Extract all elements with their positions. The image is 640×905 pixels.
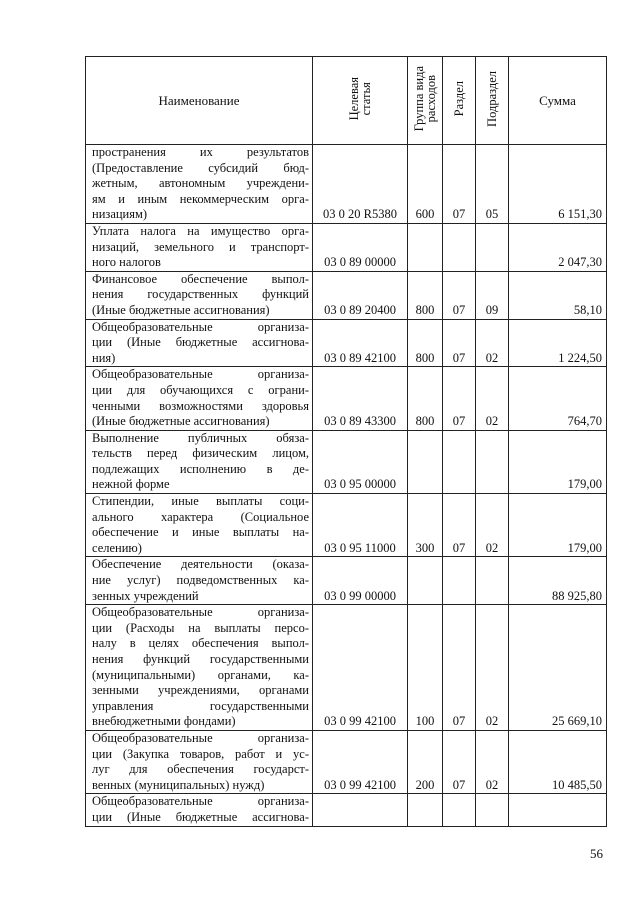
table-row: [86, 367, 607, 430]
row-name-line: венных (муниципальных) нужд): [92, 777, 265, 792]
row-subsection: [476, 557, 509, 605]
row-name-line: Общеобразовательные организа-: [92, 319, 309, 334]
row-name-line: низаций, земельного и транспорт-: [92, 239, 309, 254]
row-name-line: Общеобразовательные организа-: [92, 367, 309, 382]
row-subsection: 02: [476, 730, 509, 793]
row-name-line: налу в целях обеспечения выпол-: [92, 636, 309, 651]
row-name-line: (Иные бюджетные ассигнования): [92, 302, 270, 317]
row-name-line: пространения их результатов: [92, 145, 309, 159]
row-expense-group: [408, 223, 443, 271]
row-name-line: Общеобразовательные организа-: [92, 730, 309, 745]
row-sum: 25 669,10: [509, 605, 607, 731]
row-expense-group: [408, 557, 443, 605]
row-section: 07: [443, 367, 476, 430]
row-sum: 58,10: [509, 271, 607, 319]
budget-table: [85, 56, 607, 827]
row-subsection: 02: [476, 367, 509, 430]
row-expense-group: 800: [408, 271, 443, 319]
row-expense-group: 800: [408, 319, 443, 367]
header-section: Раздел: [443, 57, 476, 145]
table-row: [86, 605, 607, 731]
row-name-line: (муниципальными) органами, ка-: [92, 667, 309, 682]
row-name-line: нения государственных функций: [92, 287, 309, 302]
row-name-line: нения функций государственными: [92, 652, 309, 666]
table-row: [86, 430, 607, 493]
row-subsection: 02: [476, 494, 509, 557]
row-sum: 1 224,50: [509, 319, 607, 367]
row-name-line: Выполнение публичных обяза-: [92, 430, 309, 445]
table-header-row: [86, 57, 607, 145]
row-sum: 88 925,80: [509, 557, 607, 605]
header-expense-group: Группа вида расходов: [408, 57, 443, 145]
row-section: 07: [443, 605, 476, 731]
row-name-line: Общеобразовательные организа-: [92, 605, 309, 620]
header-sum: Сумма: [509, 57, 607, 145]
table-body: [86, 145, 607, 827]
row-target-article: 03 0 89 42100: [313, 319, 408, 367]
row-name-line: Обеспечение деятельности (оказа-: [92, 557, 309, 572]
row-name-line: Уплата налога на имущество орга-: [92, 223, 309, 238]
row-name-line: Стипендии, иные выплаты соци-: [92, 494, 309, 509]
row-name: [86, 794, 313, 826]
row-name-line: управления государственными: [92, 698, 309, 713]
header-name: Наименование: [86, 57, 313, 145]
row-name-line: нежной форме: [92, 477, 170, 492]
row-section: [443, 223, 476, 271]
row-target-article: 03 0 95 11000: [313, 494, 408, 557]
row-sum: 2 047,30: [509, 223, 607, 271]
row-target-article: 03 0 99 42100: [313, 730, 408, 793]
row-name-line: (Иные бюджетные ассигнования): [92, 414, 270, 429]
row-target-article: 03 0 89 00000: [313, 223, 408, 271]
row-subsection: [476, 794, 509, 826]
row-name-line: ции для обучающихся с ограни-: [92, 382, 309, 397]
row-subsection: 09: [476, 271, 509, 319]
table-row: [86, 223, 607, 271]
row-target-article: 03 0 89 43300: [313, 367, 408, 430]
table-row: [86, 494, 607, 557]
row-name: [86, 605, 313, 731]
table-row: [86, 271, 607, 319]
row-section: 07: [443, 319, 476, 367]
row-subsection: 02: [476, 605, 509, 731]
row-subsection: 05: [476, 145, 509, 224]
row-subsection: 02: [476, 319, 509, 367]
header-target-article: Целевая статья: [313, 57, 408, 145]
row-name-line: обеспечение и иные выплаты на-: [92, 525, 309, 540]
row-name-line: ции (Закупка товаров, работ и ус-: [92, 746, 309, 761]
row-target-article: 03 0 99 00000: [313, 557, 408, 605]
page-number: 56: [590, 846, 603, 861]
row-expense-group: 200: [408, 730, 443, 793]
row-name-line: подлежащих исполнению в де-: [92, 461, 309, 476]
header-subsection: Подраздел: [476, 57, 509, 145]
row-name-line: Финансовое обеспечение выпол-: [92, 271, 309, 286]
row-expense-group: 800: [408, 367, 443, 430]
table-row: [86, 319, 607, 367]
row-target-article: 03 0 99 42100: [313, 605, 408, 731]
row-name: [86, 730, 313, 793]
row-expense-group: 300: [408, 494, 443, 557]
table-row: [86, 145, 607, 224]
row-expense-group: 600: [408, 145, 443, 224]
row-name: [86, 223, 313, 271]
row-name-line: ального характера (Социальное: [92, 509, 309, 524]
row-name-line: зенных учреждений: [92, 588, 199, 603]
row-name-line: ченными возможностями здоровья: [92, 398, 309, 413]
row-name-line: (Предоставление субсидий бюд-: [92, 160, 309, 175]
row-sum: 10 485,50: [509, 730, 607, 793]
row-name: [86, 319, 313, 367]
row-target-article: [313, 794, 408, 826]
row-section: 07: [443, 494, 476, 557]
row-name: [86, 271, 313, 319]
row-name-line: ного налогов: [92, 255, 161, 270]
row-name-line: тельств перед физическим лицом,: [92, 446, 309, 461]
row-section: 07: [443, 730, 476, 793]
row-name-line: ям и иным некоммерческим орга-: [92, 191, 309, 206]
row-sum: 6 151,30: [509, 145, 607, 224]
row-section: 07: [443, 271, 476, 319]
row-name-line: внебюджетными фондами): [92, 714, 236, 729]
row-name-line: ции (Расходы на выплаты персо-: [92, 620, 309, 635]
row-sum: 764,70: [509, 367, 607, 430]
row-expense-group: 100: [408, 605, 443, 731]
row-name: [86, 145, 313, 224]
row-name-line: ции (Иные бюджетные ассигнова-: [92, 809, 309, 824]
row-name: [86, 494, 313, 557]
row-name-line: жетным, автономным учреждени-: [92, 176, 309, 191]
row-name-line: ние услуг) подведомственных ка-: [92, 573, 309, 588]
table-row: [86, 730, 607, 793]
row-target-article: 03 0 95 00000: [313, 430, 408, 493]
row-target-article: 03 0 89 20400: [313, 271, 408, 319]
table-row: [86, 557, 607, 605]
row-sum: 179,00: [509, 494, 607, 557]
row-expense-group: [408, 430, 443, 493]
row-name-line: зенными учреждениями, органами: [92, 683, 309, 698]
row-section: [443, 794, 476, 826]
row-expense-group: [408, 794, 443, 826]
row-target-article: 03 0 20 R5380: [313, 145, 408, 224]
row-section: 07: [443, 145, 476, 224]
row-name-line: Общеобразовательные организа-: [92, 794, 309, 809]
row-name: [86, 367, 313, 430]
row-name: [86, 430, 313, 493]
row-name-line: низациям): [92, 207, 148, 222]
row-sum: 179,00: [509, 430, 607, 493]
row-name-line: ции (Иные бюджетные ассигнова-: [92, 335, 309, 350]
row-section: [443, 430, 476, 493]
row-subsection: [476, 223, 509, 271]
row-section: [443, 557, 476, 605]
row-name-line: селению): [92, 540, 142, 555]
row-name-line: луг для обеспечения государст-: [92, 762, 309, 777]
row-subsection: [476, 430, 509, 493]
row-sum: [509, 794, 607, 826]
table-row: [86, 794, 607, 826]
row-name: [86, 557, 313, 605]
row-name-line: ния): [92, 350, 116, 365]
